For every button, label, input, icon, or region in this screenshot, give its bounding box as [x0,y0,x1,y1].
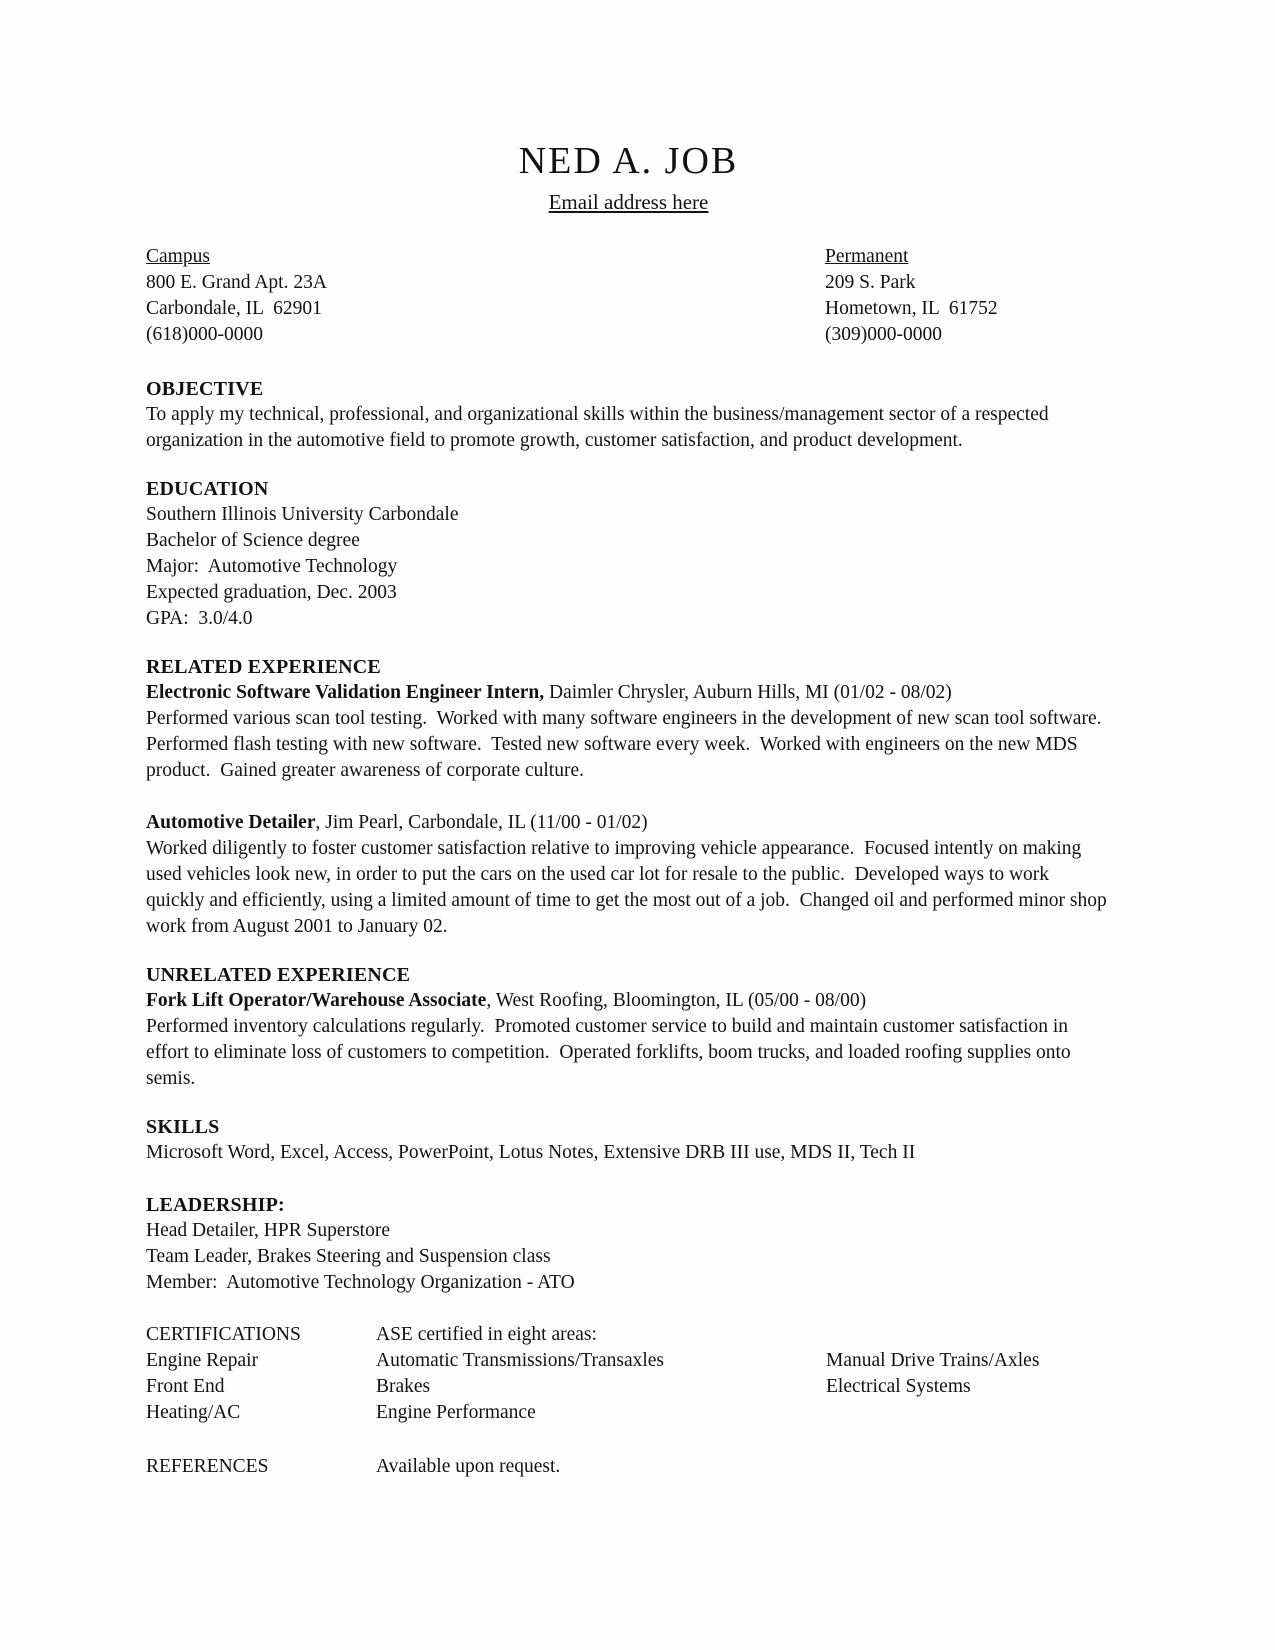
education-heading: EDUCATION [146,478,269,500]
permanent-phone: (309)000-0000 [825,324,942,345]
education-degree: Bachelor of Science degree [146,530,360,551]
job-meta: , Jim Pearl, Carbondale, IL (11/00 - 01/02) [315,812,648,833]
permanent-address-block [825,244,998,348]
resume-header [146,138,1111,215]
related-experience-section [146,654,1111,940]
certification-item: Manual Drive Trains/Axles [826,1350,1040,1371]
certifications-section [146,1322,1111,1426]
certification-item: Engine Repair [146,1350,259,1371]
objective-text: To apply my technical, professional, and organizational skills within the business/management sector of a respected organization in the automotive field to promote growth, customer satisfaction, and product development. [146,404,1054,451]
objective-section [146,376,1111,454]
job-description: Worked diligently to foster customer satisfaction relative to improving vehicle appearance. Focused intently on making used vehicles look new, in order to put the cars on the used car lot for resale to the public. Developed ways to work quickly and efficiently, using a limited amount of time to get the most out of a job. Changed oil and performed minor shop work from August 2001 to January 02. [146,838,1112,937]
education-graduation: Expected graduation, Dec. 2003 [146,582,397,603]
leadership-item: Member: Automotive Technology Organization - ATO [146,1272,575,1293]
job-title: Electronic Software Validation Engineer Intern, [146,682,545,703]
certification-item: Electrical Systems [826,1376,971,1397]
permanent-city-state-zip: Hometown, IL 61752 [825,298,998,319]
education-school: Southern Illinois University Carbondale [146,504,459,525]
leadership-section [146,1192,1111,1296]
certifications-intro: ASE certified in eight areas: [376,1324,597,1345]
job-description: Performed inventory calculations regularly. Promoted customer service to build and maintain customer satisfaction in effort to eliminate loss of customers to competition. Operated forklifts, boom trucks, and loaded roofing supplies onto semis. [146,1016,1076,1089]
references-text: Available upon request. [376,1456,561,1477]
job-title-line [146,680,1111,706]
references-heading: REFERENCES [146,1456,269,1477]
unrelated-experience-heading: UNRELATED EXPERIENCE [146,964,411,986]
job-title-line [146,988,1111,1014]
campus-phone: (618)000-0000 [146,324,263,345]
certifications-table [146,1322,1111,1426]
leadership-heading: LEADERSHIP: [146,1194,285,1216]
related-experience-heading: RELATED EXPERIENCE [146,656,381,678]
page-title: NED A. JOB [518,140,739,182]
job-meta: Daimler Chrysler, Auburn Hills, MI (01/02 - 08/02) [544,682,952,703]
leadership-item: Team Leader, Brakes Steering and Suspension class [146,1246,551,1267]
campus-street: 800 E. Grand Apt. 23A [146,272,327,293]
references-section [146,1454,1111,1480]
objective-heading: OBJECTIVE [146,378,264,400]
certification-item: Automatic Transmissions/Transaxles [376,1350,665,1371]
certification-item: Heating/AC [146,1402,241,1423]
job-meta: , West Roofing, Bloomington, IL (05/00 - 08/00) [486,990,867,1011]
certification-item: Front End [146,1376,225,1397]
certification-item [826,1400,1111,1426]
certification-item: Brakes [376,1376,431,1397]
certification-item: Engine Performance [376,1402,536,1423]
education-major: Major: Automotive Technology [146,556,398,577]
skills-heading: SKILLS [146,1116,220,1138]
job-title-line [146,810,1111,836]
job-entry [146,810,1111,940]
job-entry [146,988,1111,1092]
job-description: Performed various scan tool testing. Worked with many software engineers in the development of new scan tool software. Performed flash testing with new software. Tested new software every week. Worked with engineers on the new MDS product. Gained greater awareness of corporate culture. [146,708,1112,781]
skills-text: Microsoft Word, Excel, Access, PowerPoint, Lotus Notes, Extensive DRB III use, MDS II, Tech II [146,1142,916,1163]
campus-city-state-zip: Carbondale, IL 62901 [146,298,322,319]
skills-section [146,1114,1111,1166]
leadership-item: Head Detailer, HPR Superstore [146,1220,390,1241]
job-title: Fork Lift Operator/Warehouse Associate [146,990,487,1011]
job-entry [146,680,1111,784]
education-section [146,476,1111,632]
permanent-street: 209 S. Park [825,272,916,293]
references-row [146,1454,1111,1480]
contact-info [146,244,1111,348]
unrelated-experience-section [146,962,1111,1092]
campus-label: Campus [146,246,210,267]
job-title: Automotive Detailer [146,812,316,833]
education-gpa: GPA: 3.0/4.0 [146,608,253,629]
email-placeholder: Email address here [548,190,709,214]
certifications-intro-spacer [826,1322,1111,1348]
permanent-label: Permanent [825,246,909,267]
certifications-heading: CERTIFICATIONS [146,1324,301,1345]
